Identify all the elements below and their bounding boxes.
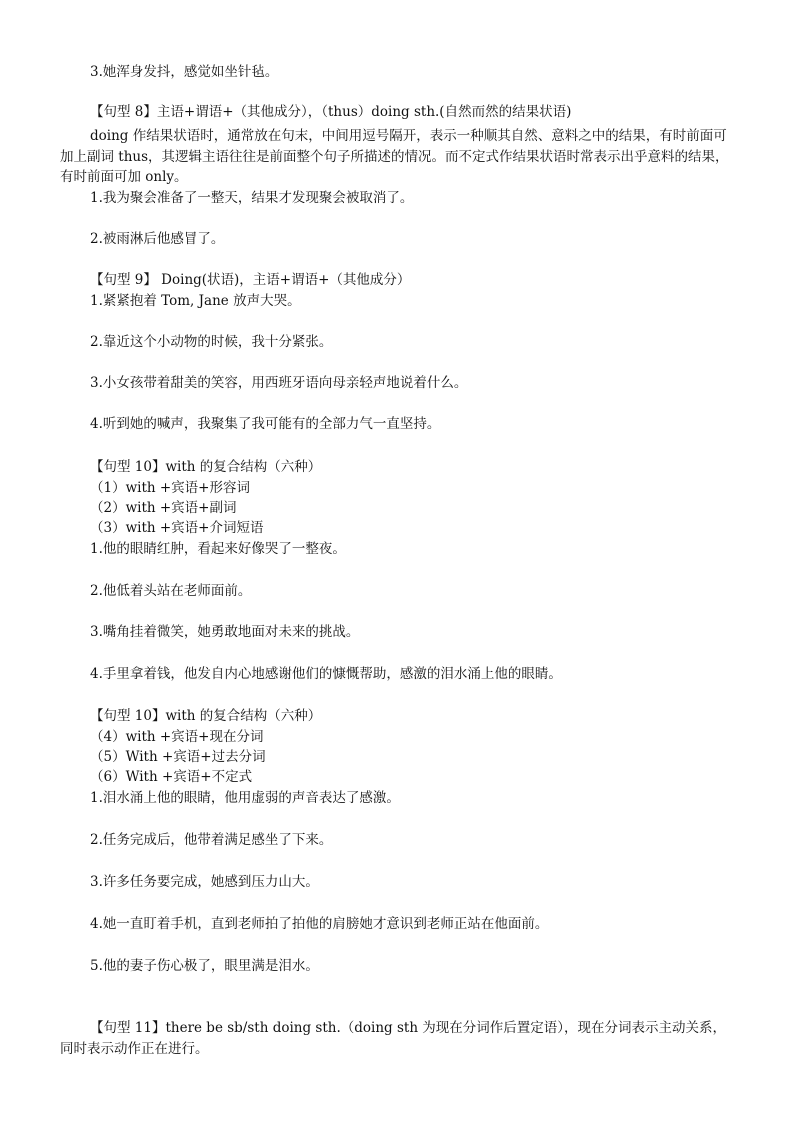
structure-type: （4）with +宾语+现在分词 xyxy=(90,729,264,745)
exercise-item: 1.紧紧抱着 Tom, Jane 放声大哭。 xyxy=(90,293,301,309)
section-heading: 【句型 9】 Doing(状语)，主语+谓语+（其他成分） xyxy=(90,272,411,288)
exercise-item: 2.他低着头站在老师面前。 xyxy=(90,583,252,599)
exercise-item: 3.嘴角挂着微笑，她勇敢地面对未来的挑战。 xyxy=(90,624,360,640)
structure-type: （1）with +宾语+形容词 xyxy=(90,480,250,496)
exercise-item: 2.靠近这个小动物的时候，我十分紧张。 xyxy=(90,334,333,350)
exercise-item: 2.任务完成后，他带着满足感坐了下来。 xyxy=(90,832,333,848)
section-heading: 【句型 8】主语+谓语+（其他成分），（thus）doing sth.(自然而然的结果状语) xyxy=(90,104,572,120)
structure-type: （2）with +宾语+副词 xyxy=(90,500,237,516)
section-heading: 【句型 10】with 的复合结构（六种） xyxy=(90,459,322,475)
exercise-item: 4.手里拿着钱，他发自内心地感谢他们的慷慨帮助，感激的泪水涌上他的眼睛。 xyxy=(90,666,562,682)
exercise-item: 2.被雨淋后他感冒了。 xyxy=(90,231,225,247)
exercise-item: 4.听到她的喊声，我聚集了我可能有的全部力气一直坚持。 xyxy=(90,416,441,432)
section-description: doing 作结果状语时，通常放在句末，中间用逗号隔开，表示一种顺其自然、意料之中的结果，有时前面可加上副词 thus，其逻辑主语往往是前面整个句子所描述的情况。而不定式作结果状语时常表示出乎意料的结果，有时前面可加 only。 xyxy=(60,128,729,185)
structure-type: （6）With +宾语+不定式 xyxy=(90,769,253,785)
exercise-item: 1.泪水涌上他的眼睛，他用虚弱的声音表达了感激。 xyxy=(90,790,400,806)
exercise-item: 4.她一直盯着手机，直到老师拍了拍他的肩膀她才意识到老师正站在他面前。 xyxy=(90,916,549,932)
exercise-item: 3.她浑身发抖，感觉如坐针毡。 xyxy=(90,64,279,80)
exercise-item: 1.他的眼睛红肿，看起来好像哭了一整夜。 xyxy=(90,541,346,557)
exercise-item: 5.他的妻子伤心极了，眼里满是泪水。 xyxy=(90,958,319,974)
structure-type: （5）With +宾语+过去分词 xyxy=(90,749,266,765)
section-heading: 【句型 10】with 的复合结构（六种） xyxy=(90,708,322,724)
exercise-item: 3.小女孩带着甜美的笑容，用西班牙语向母亲轻声地说着什么。 xyxy=(90,375,468,391)
exercise-item: 1.我为聚会准备了一整天，结果才发现聚会被取消了。 xyxy=(90,190,414,206)
structure-type: （3）with +宾语+介词短语 xyxy=(90,520,264,536)
exercise-item: 3.许多任务要完成，她感到压力山大。 xyxy=(90,874,319,890)
section-description: 【句型 11】there be sb/sth doing sth.（doing sth 为现在分词作后置定语），现在分词表示主动关系，同时表示动作正在进行。 xyxy=(60,1020,727,1057)
